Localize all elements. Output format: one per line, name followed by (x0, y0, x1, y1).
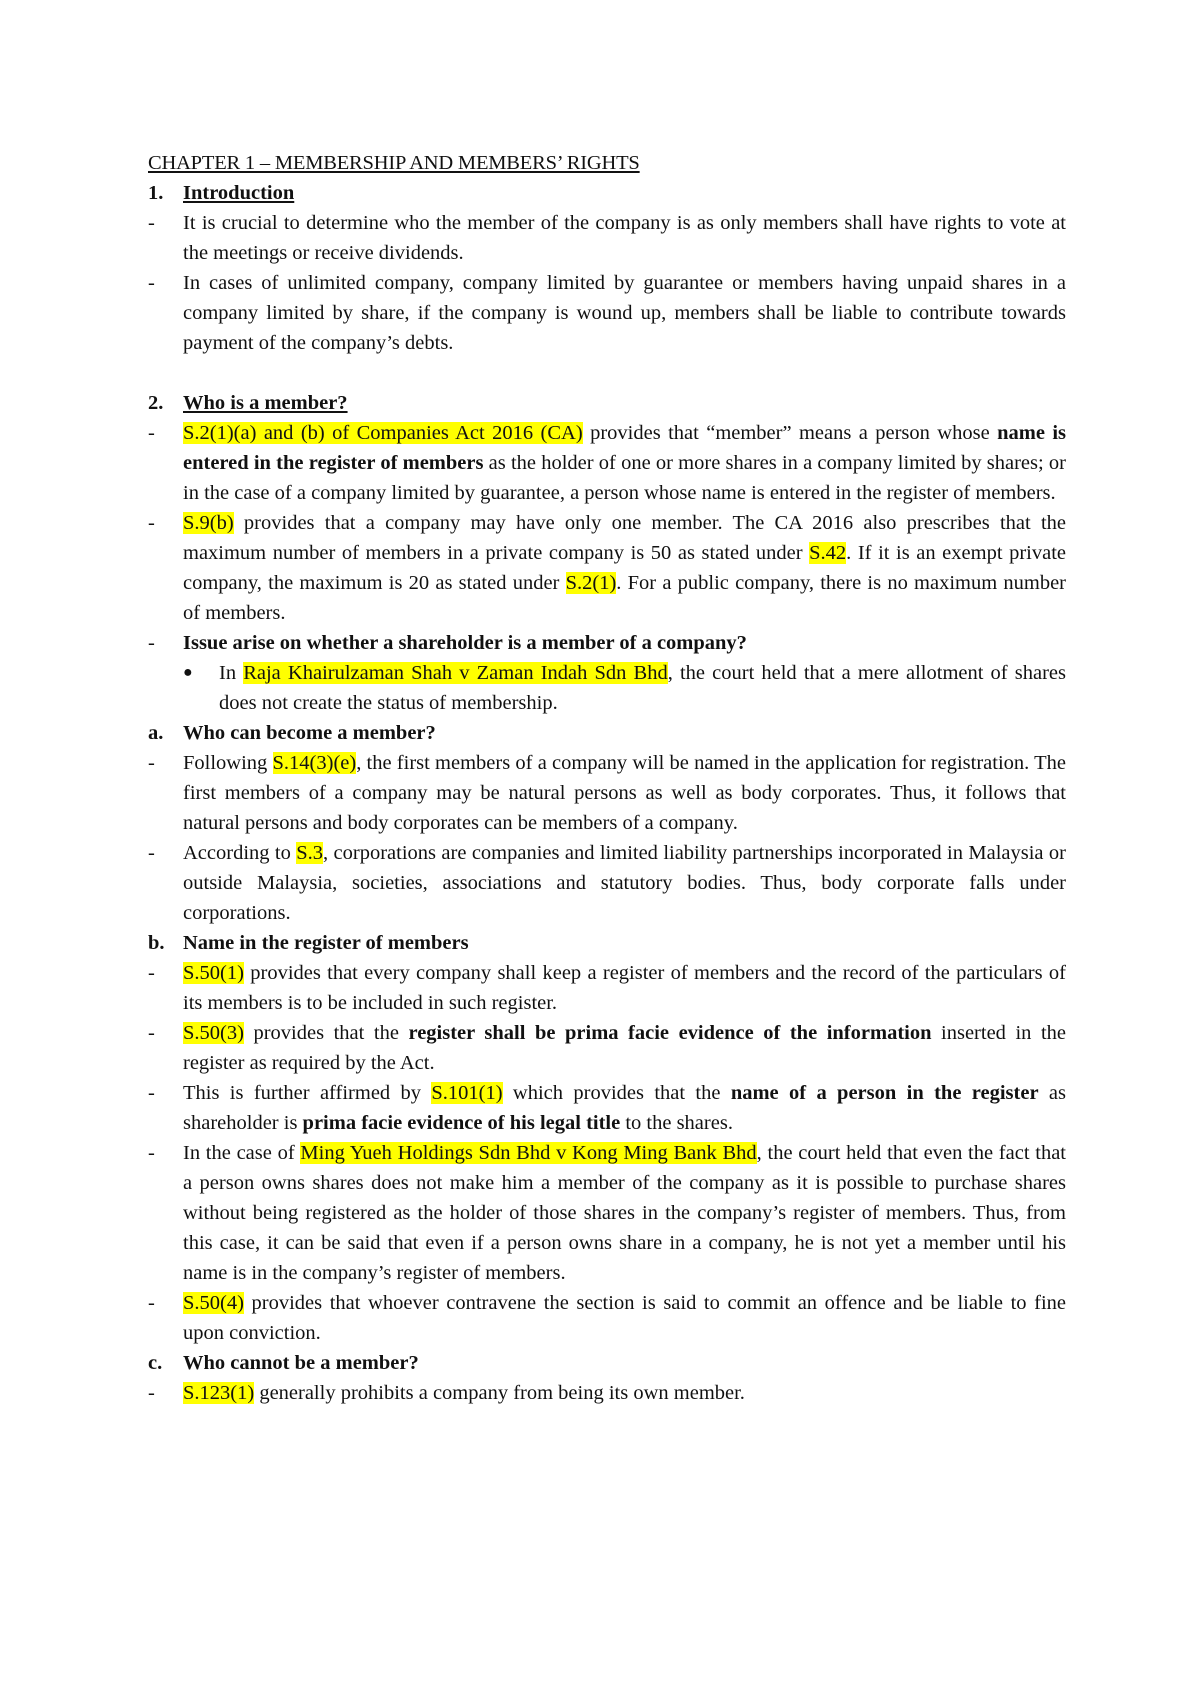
bold-text: prima facie evidence of his legal title (302, 1112, 621, 1134)
dash-marker: - (148, 1292, 155, 1314)
list-item (148, 628, 1066, 658)
text-run: . If it is an exempt private company, the maximum is 20 as stated under (183, 542, 1066, 594)
bold-text: register shall be prima facie evidence of the information (408, 1022, 932, 1044)
subsection-letter: c. (148, 1352, 163, 1374)
text-run: provides that every company shall keep a register of members and the record of the particulars of its members is to be included in such register. (183, 962, 1066, 1014)
dash-marker: - (148, 962, 155, 984)
list-item (148, 1018, 1066, 1078)
dash-marker: - (148, 1382, 155, 1404)
list-item (148, 208, 1066, 268)
text-run: as the holder of one or more shares in a company limited by shares; or in the case of a company limited by guarantee, a person whose name is entered in the register of members. (183, 452, 1066, 504)
list-item (148, 838, 1066, 928)
section-number: 2. (148, 392, 164, 414)
text-run: Following (183, 752, 273, 774)
text-run: , the first members of a company will be named in the application for registration. The first members of a company may be natural persons as well as body corporates. Thus, it follows that natural persons and body corporates can be members of a company. (183, 752, 1066, 834)
highlighted-citation: S.42 (809, 542, 847, 564)
text-run: According to (183, 842, 297, 864)
list-item (148, 418, 1066, 508)
bold-text: name is entered in the register of members (183, 422, 1066, 474)
dash-marker: - (148, 512, 155, 534)
text-run: provides that whoever contravene the section is said to commit an offence and be liable to fine upon conviction. (183, 1292, 1066, 1344)
highlighted-citation: S.50(1) (183, 962, 244, 984)
highlighted-case-name: Raja Khairulzaman Shah v Zaman Indah Sdn Bhd (243, 662, 668, 684)
list-item (148, 1378, 1066, 1408)
bullet-marker: ● (183, 664, 193, 681)
highlighted-citation: S.9(b) (183, 512, 234, 534)
dash-marker: - (148, 422, 155, 444)
dash-marker: - (148, 842, 155, 864)
section-2-heading (148, 388, 1066, 418)
bold-text: name of a person in the register (730, 1082, 1039, 1104)
section-1-heading (148, 178, 1066, 208)
text-run: In the case of (183, 1142, 301, 1164)
bullet-item (148, 658, 1066, 718)
highlighted-citation: S.123(1) (183, 1382, 255, 1404)
section-title: Who is a member? (183, 392, 348, 414)
text-run: . For a public company, there is no maximum number of members. (183, 572, 1066, 624)
dash-marker: - (148, 212, 155, 234)
highlighted-citation: S.50(4) (183, 1292, 244, 1314)
subsection-c-heading (148, 1348, 1066, 1378)
section-title: Introduction (183, 182, 295, 204)
text-run: generally prohibits a company from being its own member. (254, 1382, 745, 1404)
text-run: In (219, 662, 244, 684)
subsection-letter: a. (148, 722, 164, 744)
section-number: 1. (148, 182, 164, 204)
highlighted-citation: S.14(3)(e) (272, 752, 357, 774)
spacer (148, 358, 1066, 388)
text-run: , the court held that a mere allotment of shares does not create the status of membership. (219, 662, 1066, 714)
list-item (148, 748, 1066, 838)
highlighted-citation: S.3 (296, 842, 324, 864)
subsection-letter: b. (148, 932, 165, 954)
list-item (148, 268, 1066, 358)
dash-marker: - (148, 632, 155, 654)
paragraph-text: It is crucial to determine who the member of the company is as only members shall have rights to vote at the meetings or receive dividends. (183, 212, 1066, 264)
list-item (148, 1288, 1066, 1348)
list-item (148, 958, 1066, 1018)
dash-marker: - (148, 1142, 155, 1164)
subsection-b-heading (148, 928, 1066, 958)
chapter-title: CHAPTER 1 – MEMBERSHIP AND MEMBERS’ RIGHTS (148, 152, 640, 174)
text-run: provides that “member” means a person whose (582, 422, 998, 444)
text-run: provides that a company may have only one member. The CA 2016 also prescribes that the maximum number of members in a private company is 50 as stated under (183, 512, 1066, 564)
subsection-a-heading (148, 718, 1066, 748)
text-run: , corporations are companies and limited liability partnerships incorporated in Malaysia or outside Malaysia, societies, associations and statutory bodies. Thus, body corporate falls under corporations. (183, 842, 1066, 924)
highlighted-citation: S.2(1)(a) and (b) of Companies Act 2016 (CA) (183, 422, 583, 444)
text-run: which provides that the (502, 1082, 731, 1104)
highlighted-citation: S.50(3) (183, 1022, 244, 1044)
paragraph-text: In cases of unlimited company, company limited by guarantee or members having unpaid shares in a company limited by share, if the company is wound up, members shall be liable to contribute towards payment of the company’s debts. (183, 272, 1066, 354)
dash-marker: - (148, 752, 155, 774)
list-item (148, 1138, 1066, 1288)
text-run: inserted in the register as required by the Act. (183, 1022, 1066, 1074)
subsection-title: Name in the register of members (183, 932, 469, 954)
dash-marker: - (148, 272, 155, 294)
highlighted-citation: S.101(1) (431, 1082, 503, 1104)
dash-marker: - (148, 1022, 155, 1044)
list-item (148, 1078, 1066, 1138)
text-run: as shareholder is (183, 1082, 1066, 1134)
text-run: This is further affirmed by (183, 1082, 432, 1104)
dash-marker: - (148, 1082, 155, 1104)
list-item (148, 508, 1066, 628)
text-run: , the court held that even the fact that a person owns shares does not make him a member of the company as it is possible to purchase shares without being registered as the holder of those shares in the company’s register of members. Thus, from this case, it can be said that even if a person owns share in a company, he is not yet a member until his name is in the company’s register of members. (183, 1142, 1066, 1284)
subsection-title: Who can become a member? (183, 722, 436, 744)
text-run: to the shares. (620, 1112, 733, 1134)
text-run: provides that the (243, 1022, 409, 1044)
highlighted-citation: S.2(1) (565, 572, 617, 594)
bold-text: Issue arise on whether a shareholder is a member of a company? (183, 632, 747, 654)
document-body (148, 178, 1066, 1408)
highlighted-case-name: Ming Yueh Holdings Sdn Bhd v Kong Ming Bank Bhd (300, 1142, 757, 1164)
subsection-title: Who cannot be a member? (183, 1352, 419, 1374)
